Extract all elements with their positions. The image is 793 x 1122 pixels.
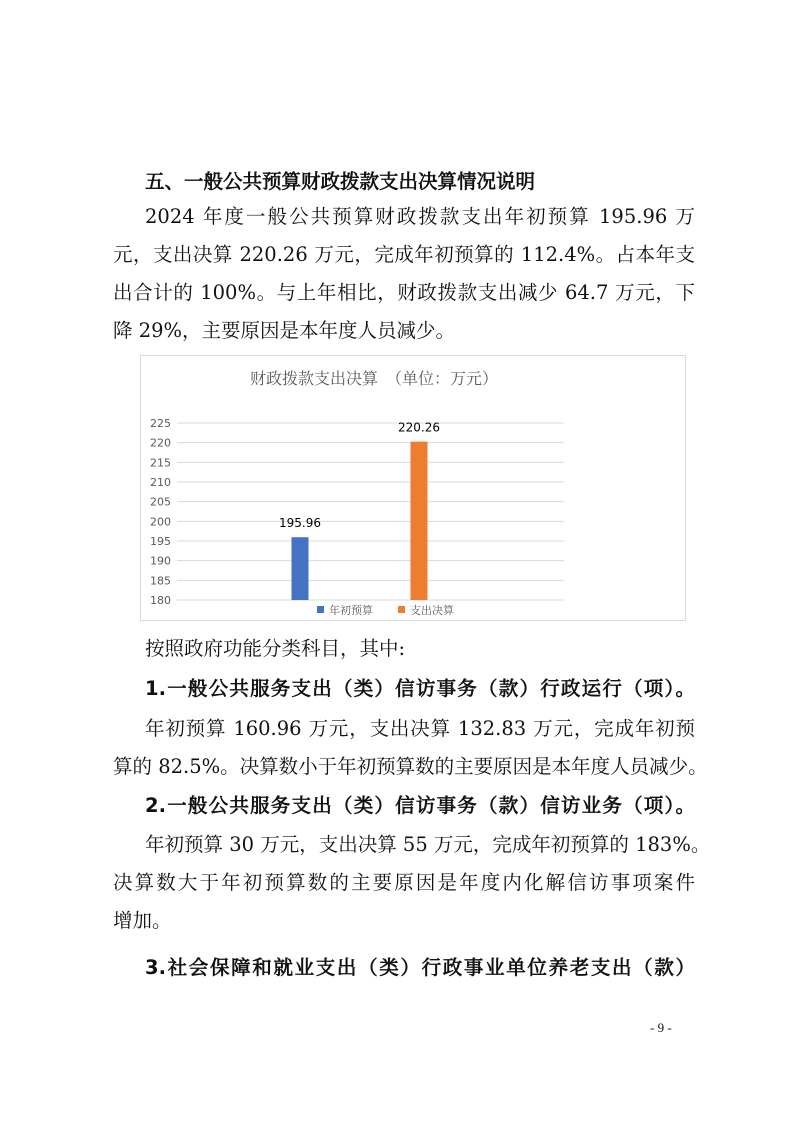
- item-title: 3.社会保障和就业支出（类）行政事业单位养老支出（款）: [145, 956, 695, 979]
- y-tick-label: 185: [150, 574, 171, 588]
- paragraph-line: 元，支出决算 220.26 万元，完成年初预算的 112.4%。占本年支: [113, 243, 695, 266]
- section-heading: 五、一般公共预算财政拨款支出决算情况说明: [145, 170, 536, 193]
- paragraph-line: 增加。: [113, 909, 172, 932]
- y-tick-label: 210: [150, 476, 171, 489]
- y-tick-label: 215: [150, 456, 171, 470]
- paragraph-line: 决算数大于年初预算数的主要原因是年度内化解信访事项案件: [113, 871, 695, 894]
- paragraph-line: 算的 82.5%。决算数小于年初预算数的主要原因是本年度人员减少。: [113, 755, 708, 778]
- data-label: 220.26: [398, 420, 440, 435]
- y-tick-label: 220: [150, 436, 171, 450]
- y-tick-label: 205: [150, 495, 171, 509]
- data-label: 195.96: [279, 516, 321, 531]
- chart-title: 财政拨款支出决算 （单位：万元）: [249, 369, 499, 388]
- legend-label: 支出决算: [410, 604, 454, 617]
- item-title: 1.一般公共服务支出（类）信访事务（款）行政运行（项）。: [145, 677, 695, 700]
- legend-swatch: [398, 606, 405, 613]
- legend-swatch: [317, 606, 324, 613]
- paragraph-line: 2024 年度一般公共预算财政拨款支出年初预算 195.96 万: [145, 205, 695, 228]
- y-tick-label: 195: [150, 535, 171, 548]
- legend-label: 年初预算: [329, 604, 373, 617]
- paragraph-line: 出合计的 100%。与上年相比，财政拨款支出减少 64.7 万元，下: [113, 281, 695, 304]
- page-number: - 9 -: [650, 1020, 672, 1035]
- y-tick-label: 180: [150, 594, 171, 607]
- paragraph-line: 降 29%，主要原因是本年度人员减少。: [113, 319, 456, 342]
- bar-actual: [411, 442, 428, 600]
- paragraph-line: 按照政府功能分类科目，其中:: [145, 637, 406, 660]
- y-tick-label: 225: [150, 417, 171, 430]
- paragraph-line: 年初预算 30 万元，支出决算 55 万元，完成年初预算的 183%。: [145, 833, 711, 856]
- bar-chart: [140, 355, 686, 621]
- chart-svg: [141, 356, 687, 622]
- y-tick-label: 190: [150, 554, 171, 568]
- paragraph-line: 年初预算 160.96 万元，支出决算 132.83 万元，完成年初预: [145, 717, 695, 740]
- bar-budget: [292, 537, 309, 600]
- y-tick-label: 200: [150, 515, 171, 529]
- item-title: 2.一般公共服务支出（类）信访事务（款）信访业务（项）。: [145, 794, 695, 817]
